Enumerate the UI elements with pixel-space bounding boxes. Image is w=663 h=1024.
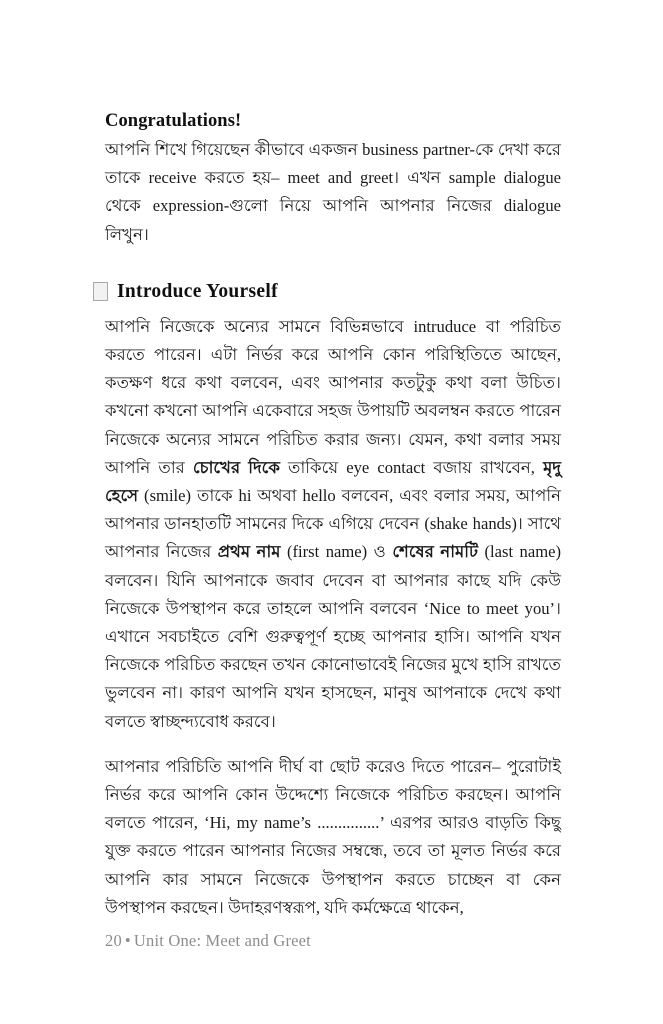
page-content <box>105 108 561 922</box>
body-1-segment-b: তাকিয়ে eye contact বজায় রাখবেন, <box>279 457 544 477</box>
body-paragraph-2: আপনার পরিচিতি আপনি দীর্ঘ বা ছোট করেও দিতে পারেন– পুরোটাই নির্ভর করে আপনি কোন উদ্দেশ্যে নিজেকে পরিচিত করছেন। আপনি বলতে পারেন, ‘Hi, my name’s ...............’ এরপর আরও বাড়তি কিছু যুক্ত করতে পারেন আপনার নিজের সম্বন্ধে, তবে তা মূলত নির্ভর করে আপনি কার সামনে নিজেকে উপস্থাপন করতে চাচ্ছেন বা কেন উপস্থাপন করছেন। উদাহরণস্বরূপ, যদি কর্মক্ষেত্রে থাকেন, <box>105 756 561 917</box>
square-marker-icon <box>93 282 108 301</box>
footer-separator-dot: • <box>124 931 131 950</box>
body-1-segment-c: (smile) তাকে hi অথবা hello বলবেন, এবং বলার সময়, আপনি আপনার ডানহাতটি সামনের দিকে এগিয়ে দেবেন (shake hands)। সাথে আপনার নিজের <box>105 486 561 562</box>
page-footer <box>105 930 311 952</box>
body-paragraph-1 <box>105 313 561 736</box>
intro-paragraph: আপনি শিখে গিয়েছেন কীভাবে একজন business partner-কে দেখা করে তাকে receive করতে হয়– meet and greet। এখন sample dialogue থেকে expression-গুলো নিয়ে আপনি আপনার নিজের dialogue লিখুন। <box>105 140 561 244</box>
emphasis-last-name: শেষের নামটি <box>392 542 479 562</box>
emphasis-smile: মৃদু হেসে <box>105 457 561 506</box>
emphasis-first-name: প্রথম নাম <box>217 542 281 562</box>
congratulations-heading: Congratulations! <box>105 111 242 131</box>
body-1-segment-d: (first name) ও <box>280 542 393 562</box>
footer-unit-label: Unit One: Meet and Greet <box>133 931 311 950</box>
body-1-segment-a: আপনি নিজেকে অন্যের সামনে বিভিন্নভাবে intruduce বা পরিচিত করতে পারেন। এটা নির্ভর করে আপনি কোন পরিস্থিতিতে আছেন, কতক্ষণ ধরে কথা বলবেন, এবং আপনার কতটুকু কথা বলা উচিত। কখনো কখনো আপনি একেবারে সহজ উপায়টি অবলম্বন করতে পারেন নিজেকে অন্যের সামনে পরিচিত করার জন্য। যেমন, কথা বলার সময় আপনি তার <box>105 316 561 477</box>
body-1-segment-e: (last name) বলবেন। যিনি আপনাকে জবাব দেবেন বা আপনার কাছে যদি কেউ নিজেকে উপস্থাপন করে তাহলে আপনি বলবেন ‘Nice to meet you’। এখানে সবচাইতে বেশি গুরুত্বপূর্ণ হচ্ছে আপনার হাসি। আপনি যখন নিজেকে পরিচিত করছেন তখন কোনোভাবেই নিজের মুখে হাসি রাখতে ভুলবেন না। কারণ আপনি যখন হাসছেন, মানুষ আপনাকে দেখে কথা বলতে স্বাচ্ছন্দ্যবোধ করবে। <box>105 542 562 731</box>
introduce-yourself-section-header <box>93 279 561 305</box>
emphasis-eye-contact: চোখের দিকে <box>192 457 280 477</box>
footer-page-number: 20 <box>105 931 122 950</box>
introduce-yourself-heading: Introduce Yourself <box>117 280 278 302</box>
